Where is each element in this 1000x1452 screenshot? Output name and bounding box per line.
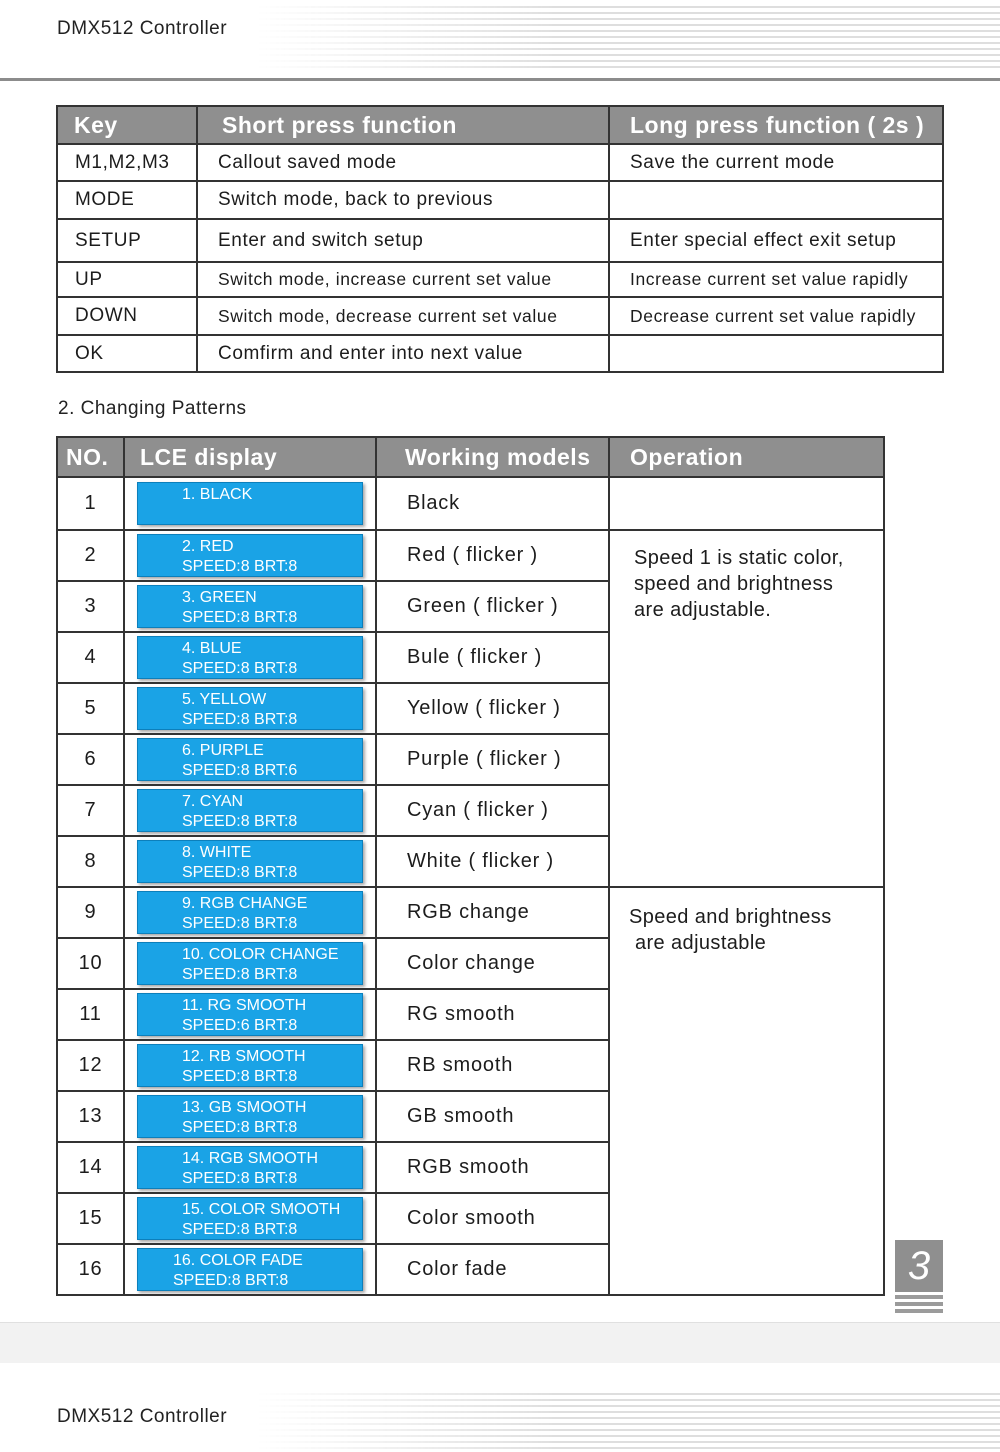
lcd-line-1: 5. YELLOW <box>182 691 267 708</box>
short-press-cell: Comfirm and enter into next value <box>197 335 609 372</box>
document-title: DMX512 Controller <box>57 1406 228 1427</box>
long-press-cell <box>609 335 943 372</box>
table-header-row <box>57 437 884 477</box>
long-press-label: Long press function ( 2s ) <box>630 111 925 138</box>
key-cell: MODE <box>57 181 197 219</box>
lcd-cell <box>124 887 376 938</box>
pattern-number: 5 <box>57 683 124 734</box>
key-cell: SETUP <box>57 219 197 262</box>
lcd-display <box>137 1146 363 1189</box>
lcd-cell <box>124 581 376 632</box>
pattern-number: 3 <box>57 581 124 632</box>
pattern-number: 7 <box>57 785 124 836</box>
working-model: GB smooth <box>376 1091 609 1142</box>
table-row <box>57 262 943 297</box>
column-header-long-press <box>609 106 943 144</box>
column-header-no: NO. <box>57 437 124 477</box>
header-decoration <box>255 6 1000 68</box>
lcd-display <box>137 1197 363 1240</box>
lcd-display <box>137 789 363 832</box>
lcd-display <box>137 534 363 577</box>
working-model: Color fade <box>376 1244 609 1295</box>
operation-line: are adjustable <box>629 932 767 954</box>
lcd-display <box>137 585 363 628</box>
lcd-display <box>137 738 363 781</box>
pattern-number: 2 <box>57 530 124 581</box>
operation-cell <box>609 530 884 887</box>
pattern-number: 8 <box>57 836 124 887</box>
lcd-display <box>137 636 363 679</box>
lcd-display <box>137 942 363 985</box>
lcd-cell <box>124 938 376 989</box>
lcd-line-2: SPEED:8 BRT:8 <box>182 558 298 575</box>
long-press-cell: Decrease current set value rapidly <box>609 297 943 335</box>
lcd-line-2: SPEED:8 BRT:6 <box>182 762 298 779</box>
working-model: Purple ( flicker ) <box>376 734 609 785</box>
operation-line: are adjustable. <box>634 599 772 621</box>
lcd-cell <box>124 1193 376 1244</box>
lcd-display <box>137 891 363 934</box>
pattern-number: 6 <box>57 734 124 785</box>
table-header-row <box>57 106 943 144</box>
key-cell: DOWN <box>57 297 197 335</box>
lcd-display <box>137 687 363 730</box>
key-cell: OK <box>57 335 197 372</box>
lcd-line-2: SPEED:8 BRT:8 <box>182 660 298 677</box>
pattern-number: 1 <box>57 477 124 530</box>
lcd-line-1: 11. RG SMOOTH <box>182 997 307 1014</box>
working-model: Black <box>376 477 609 530</box>
pattern-number: 9 <box>57 887 124 938</box>
lcd-line-2: SPEED:8 BRT:8 <box>182 1221 298 1238</box>
short-press-cell: Switch mode, back to previous <box>197 181 609 219</box>
working-model: Green ( flicker ) <box>376 581 609 632</box>
lcd-cell <box>124 1040 376 1091</box>
lcd-line-1: 15. COLOR SMOOTH <box>182 1201 341 1218</box>
lcd-line-2: SPEED:8 BRT:8 <box>182 1119 298 1136</box>
lcd-line-2: SPEED:8 BRT:8 <box>182 609 298 626</box>
table-row <box>57 144 943 181</box>
table-row <box>57 181 943 219</box>
document-title: DMX512 Controller <box>57 18 228 39</box>
page-number: 3 <box>895 1240 943 1292</box>
table-row <box>57 477 884 530</box>
lcd-line-1: 9. RGB CHANGE <box>182 895 308 912</box>
lcd-cell <box>124 632 376 683</box>
lcd-cell <box>124 734 376 785</box>
page-separator <box>0 1322 1000 1364</box>
key-cell: M1,M2,M3 <box>57 144 197 181</box>
header-decoration <box>255 1393 1000 1449</box>
long-press-cell: Increase current set value rapidly <box>609 262 943 297</box>
page-number-decoration <box>895 1295 943 1317</box>
operation-line: Speed 1 is static color, <box>634 547 844 569</box>
lcd-line-2: SPEED:8 BRT:8 <box>182 813 298 830</box>
operation-cell <box>609 887 884 1295</box>
long-press-cell: Save the current mode <box>609 144 943 181</box>
working-model: RG smooth <box>376 989 609 1040</box>
lcd-display <box>137 1095 363 1138</box>
working-model: RGB smooth <box>376 1142 609 1193</box>
working-model: Red ( flicker ) <box>376 530 609 581</box>
column-header-lcd-display: LCE display <box>124 437 376 477</box>
lcd-display <box>137 993 363 1036</box>
lcd-cell <box>124 989 376 1040</box>
column-header-short-press: Short press function <box>197 106 609 144</box>
table-row <box>57 219 943 262</box>
lcd-line-2: SPEED:8 BRT:8 <box>173 1272 289 1289</box>
lcd-display <box>137 482 363 525</box>
lcd-cell <box>124 1142 376 1193</box>
lcd-cell <box>124 836 376 887</box>
lcd-cell <box>124 785 376 836</box>
key-cell: UP <box>57 262 197 297</box>
pattern-number: 15 <box>57 1193 124 1244</box>
working-model: White ( flicker ) <box>376 836 609 887</box>
lcd-line-2: SPEED:6 BRT:8 <box>182 1017 298 1034</box>
long-press-cell <box>609 181 943 219</box>
lcd-line-2: SPEED:8 BRT:8 <box>182 1068 298 1085</box>
lcd-line-2: SPEED:8 BRT:8 <box>182 1170 298 1187</box>
lcd-line-1: 13. GB SMOOTH <box>182 1099 307 1116</box>
pattern-number: 4 <box>57 632 124 683</box>
working-model: Color change <box>376 938 609 989</box>
pattern-number: 14 <box>57 1142 124 1193</box>
lcd-line-1: 6. PURPLE <box>182 742 264 759</box>
lcd-line-1: 2. RED <box>182 538 234 555</box>
changing-patterns-table <box>56 436 885 1296</box>
short-press-cell: Switch mode, decrease current set value <box>197 297 609 335</box>
working-model: Color smooth <box>376 1193 609 1244</box>
lcd-cell <box>124 1244 376 1295</box>
lcd-cell <box>124 683 376 734</box>
lcd-line-2: SPEED:8 BRT:8 <box>182 966 298 983</box>
long-press-cell: Enter special effect exit setup <box>609 219 943 262</box>
pattern-number: 16 <box>57 1244 124 1295</box>
short-press-cell: Callout saved mode <box>197 144 609 181</box>
working-model: Bule ( flicker ) <box>376 632 609 683</box>
lcd-cell <box>124 530 376 581</box>
working-model: Cyan ( flicker ) <box>376 785 609 836</box>
operation-cell-empty <box>609 477 884 530</box>
lcd-line-1: 12. RB SMOOTH <box>182 1048 306 1065</box>
lcd-line-1: 8. WHITE <box>182 844 252 861</box>
lcd-line-2: SPEED:8 BRT:8 <box>182 915 298 932</box>
pattern-number: 11 <box>57 989 124 1040</box>
pattern-number: 10 <box>57 938 124 989</box>
pattern-number: 13 <box>57 1091 124 1142</box>
lcd-line-1: 1. BLACK <box>182 486 253 503</box>
column-header-operation: Operation <box>609 437 884 477</box>
next-page-header <box>0 1363 1000 1452</box>
table-row <box>57 887 884 938</box>
lcd-line-1: 10. COLOR CHANGE <box>182 946 339 963</box>
lcd-display <box>137 1248 363 1291</box>
column-header-working-models: Working models <box>376 437 609 477</box>
lcd-cell <box>124 477 376 530</box>
working-model: RB smooth <box>376 1040 609 1091</box>
lcd-cell <box>124 1091 376 1142</box>
section-title: 2. Changing Patterns <box>58 398 247 419</box>
key-functions-table <box>56 105 944 373</box>
column-header-key: Key <box>57 106 197 144</box>
operation-line: speed and brightness <box>634 573 834 595</box>
operation-line: Speed and brightness <box>629 906 832 928</box>
lcd-display <box>137 840 363 883</box>
working-model: Yellow ( flicker ) <box>376 683 609 734</box>
table-row <box>57 530 884 581</box>
lcd-line-2: SPEED:8 BRT:8 <box>182 711 298 728</box>
lcd-line-1: 14. RGB SMOOTH <box>182 1150 319 1167</box>
working-model: RGB change <box>376 887 609 938</box>
lcd-line-1: 16. COLOR FADE <box>173 1252 303 1269</box>
lcd-line-1: 3. GREEN <box>182 589 257 606</box>
lcd-line-2: SPEED:8 BRT:8 <box>182 864 298 881</box>
pattern-number: 12 <box>57 1040 124 1091</box>
page-header <box>0 0 1000 81</box>
short-press-cell: Switch mode, increase current set value <box>197 262 609 297</box>
short-press-cell: Enter and switch setup <box>197 219 609 262</box>
table-row <box>57 335 943 372</box>
table-row <box>57 297 943 335</box>
lcd-line-1: 7. CYAN <box>182 793 244 810</box>
lcd-line-1: 4. BLUE <box>182 640 242 657</box>
lcd-display <box>137 1044 363 1087</box>
